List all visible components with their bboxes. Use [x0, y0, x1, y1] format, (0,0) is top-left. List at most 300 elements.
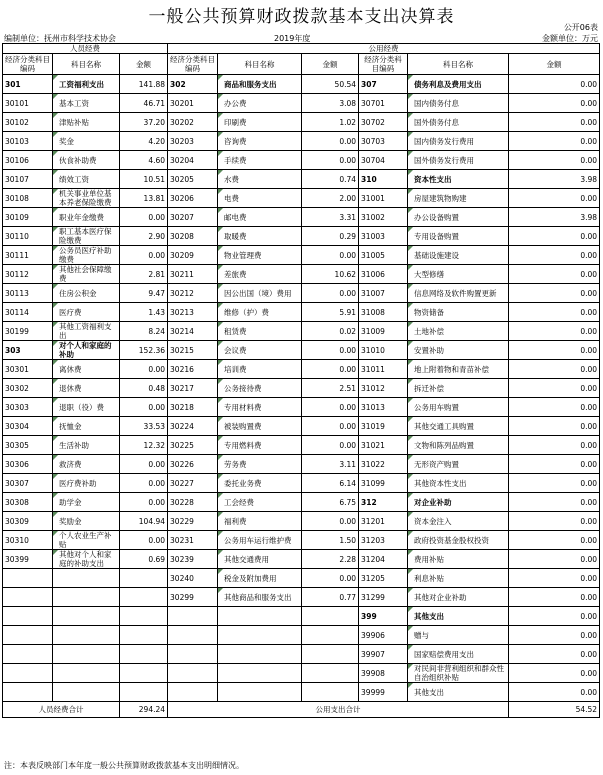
col-name-header: 科目名称 — [53, 54, 120, 75]
cell-amount: 0.00 — [509, 436, 600, 455]
cell-name: 公务用车购置 — [408, 398, 509, 417]
cell-code: 31204 — [359, 550, 408, 569]
cell-code: 399 — [359, 607, 408, 626]
cell-name: 培训费 — [218, 360, 302, 379]
cell-code: 30108 — [3, 189, 53, 208]
cell-code: 39908 — [359, 664, 408, 683]
table-row — [3, 303, 600, 322]
cell-code: 31010 — [359, 341, 408, 360]
cell-code: 301 — [3, 75, 53, 94]
cell-amount: 0.00 — [302, 360, 359, 379]
cell-name: 其他对个人和家庭的补助支出 — [53, 550, 120, 569]
cell-amount: 0.00 — [509, 607, 600, 626]
cell-name: 公务用车运行维护费 — [218, 531, 302, 550]
cell-name: 会议费 — [218, 341, 302, 360]
cell-code: 31008 — [359, 303, 408, 322]
cell-amount: 0.00 — [509, 341, 600, 360]
cell-amount: 0.00 — [302, 341, 359, 360]
cell-code: 310 — [359, 170, 408, 189]
cell-name: 对个人和家庭的补助 — [53, 341, 120, 360]
cell-name: 电费 — [218, 189, 302, 208]
cell-name: 咨询费 — [218, 132, 302, 151]
cell-code: 39999 — [359, 683, 408, 702]
cell-code: 30301 — [3, 360, 53, 379]
cell-name: 其他支出 — [408, 607, 509, 626]
cell-name: 国家赔偿费用支出 — [408, 645, 509, 664]
cell-name: 无形资产购置 — [408, 455, 509, 474]
cell-code: 31099 — [359, 474, 408, 493]
cell-name: 利息补贴 — [408, 569, 509, 588]
cell-code: 30229 — [168, 512, 218, 531]
cell-code: 30114 — [3, 303, 53, 322]
cell-name: 大型修缮 — [408, 265, 509, 284]
table-row — [3, 550, 600, 569]
cell-amount: 0.00 — [509, 588, 600, 607]
cell-code — [168, 626, 218, 645]
cell-code: 30215 — [168, 341, 218, 360]
cell-code: 31019 — [359, 417, 408, 436]
cell-code: 30211 — [168, 265, 218, 284]
cell-name: 生活补助 — [53, 436, 120, 455]
cell-name: 退职（役）费 — [53, 398, 120, 417]
cell-amount: 0.00 — [509, 227, 600, 246]
unit-label: 编制单位：抚州市科学技术协会 — [4, 34, 116, 43]
cell-name: 其他社会保障缴费 — [53, 265, 120, 284]
personnel-total-label: 人员经费合计 — [3, 702, 120, 718]
cell-amount: 0.00 — [509, 132, 600, 151]
cell-code: 30225 — [168, 436, 218, 455]
cell-amount — [302, 683, 359, 702]
col-name-header: 科目名称 — [408, 54, 509, 75]
cell-name: 其他工资福利支出 — [53, 322, 120, 341]
table-row — [3, 360, 600, 379]
cell-name: 税金及附加费用 — [218, 569, 302, 588]
cell-name: 委托业务费 — [218, 474, 302, 493]
cell-code: 31011 — [359, 360, 408, 379]
table-row — [3, 265, 600, 284]
table-row — [3, 170, 600, 189]
cell-amount: 0.00 — [120, 531, 168, 550]
cell-amount: 0.00 — [120, 455, 168, 474]
cell-name: 工资福利支出 — [53, 75, 120, 94]
table-row — [3, 398, 600, 417]
cell-name: 基础设施建设 — [408, 246, 509, 265]
cell-code: 31201 — [359, 512, 408, 531]
cell-code — [3, 588, 53, 607]
page-title: 一般公共预算财政拨款基本支出决算表 — [148, 7, 455, 27]
cell-name: 奖励金 — [53, 512, 120, 531]
cell-amount: 0.00 — [509, 417, 600, 436]
col-name-header: 科目名称 — [218, 54, 302, 75]
personnel-header: 人员经费 — [3, 44, 168, 54]
cell-code: 307 — [359, 75, 408, 94]
public-total-label: 公用支出合计 — [168, 702, 509, 718]
cell-name — [53, 626, 120, 645]
cell-amount: 0.00 — [302, 569, 359, 588]
cell-amount: 0.48 — [120, 379, 168, 398]
cell-amount: 4.20 — [120, 132, 168, 151]
cell-code: 31013 — [359, 398, 408, 417]
cell-name: 国外债务发行费用 — [408, 151, 509, 170]
cell-code: 302 — [168, 75, 218, 94]
cell-name: 职业年金缴费 — [53, 208, 120, 227]
cell-name: 劳务费 — [218, 455, 302, 474]
cell-name: 个人农业生产补贴 — [53, 531, 120, 550]
cell-name: 国内债务发行费用 — [408, 132, 509, 151]
cell-code: 30201 — [168, 94, 218, 113]
cell-code: 30112 — [3, 265, 53, 284]
cell-name: 公务接待费 — [218, 379, 302, 398]
cell-name: 其他交通工具购置 — [408, 417, 509, 436]
cell-code: 30239 — [168, 550, 218, 569]
cell-name — [53, 683, 120, 702]
cell-code: 30240 — [168, 569, 218, 588]
cell-code: 31005 — [359, 246, 408, 265]
table-row — [3, 436, 600, 455]
cell-amount: 13.81 — [120, 189, 168, 208]
cell-amount — [120, 683, 168, 702]
cell-name: 伙食补助费 — [53, 151, 120, 170]
cell-name: 租赁费 — [218, 322, 302, 341]
cell-amount — [120, 607, 168, 626]
cell-code: 30110 — [3, 227, 53, 246]
expenditure-table — [2, 43, 600, 718]
cell-code: 303 — [3, 341, 53, 360]
cell-amount: 1.02 — [302, 113, 359, 132]
cell-amount: 0.00 — [509, 512, 600, 531]
personnel-total-amount: 294.24 — [120, 702, 168, 718]
cell-amount: 50.54 — [302, 75, 359, 94]
cell-amount: 46.71 — [120, 94, 168, 113]
cell-name: 被装购置费 — [218, 417, 302, 436]
cell-code: 30217 — [168, 379, 218, 398]
cell-amount: 0.00 — [509, 550, 600, 569]
cell-name: 专用材料费 — [218, 398, 302, 417]
cell-amount: 3.31 — [302, 208, 359, 227]
cell-name: 专用设备购置 — [408, 227, 509, 246]
cell-amount: 0.00 — [509, 664, 600, 683]
report-meta — [4, 33, 598, 43]
cell-amount: 0.00 — [302, 398, 359, 417]
cell-code: 31022 — [359, 455, 408, 474]
cell-code: 30228 — [168, 493, 218, 512]
cell-name — [218, 626, 302, 645]
cell-code: 30202 — [168, 113, 218, 132]
cell-name: 政府投资基金股权投资 — [408, 531, 509, 550]
currency-label: 金额单位：万元 — [542, 34, 598, 43]
cell-amount: 104.94 — [120, 512, 168, 531]
cell-amount: 37.20 — [120, 113, 168, 132]
table-row — [3, 189, 600, 208]
table-row — [3, 531, 600, 550]
cell-amount: 6.75 — [302, 493, 359, 512]
cell-code — [3, 683, 53, 702]
cell-name: 赠与 — [408, 626, 509, 645]
cell-code: 30309 — [3, 512, 53, 531]
table-row — [3, 94, 600, 113]
cell-code: 30307 — [3, 474, 53, 493]
cell-amount — [120, 569, 168, 588]
cell-name: 其他资本性支出 — [408, 474, 509, 493]
cell-name: 工会经费 — [218, 493, 302, 512]
cell-amount: 0.00 — [509, 151, 600, 170]
cell-name: 印刷费 — [218, 113, 302, 132]
cell-code: 30209 — [168, 246, 218, 265]
cell-code: 30399 — [3, 550, 53, 569]
table-row — [3, 113, 600, 132]
table-row — [3, 246, 600, 265]
cell-amount: 0.00 — [302, 151, 359, 170]
cell-amount: 0.74 — [302, 170, 359, 189]
cell-amount: 0.02 — [302, 322, 359, 341]
cell-amount: 0.00 — [302, 246, 359, 265]
cell-amount: 10.51 — [120, 170, 168, 189]
cell-code: 30302 — [3, 379, 53, 398]
col-amount-header: 金额 — [509, 54, 600, 75]
cell-name: 其他对企业补助 — [408, 588, 509, 607]
cell-code: 30308 — [3, 493, 53, 512]
form-number: 公开06表 — [563, 23, 598, 32]
table-row — [3, 151, 600, 170]
cell-name: 奖金 — [53, 132, 120, 151]
cell-code: 39906 — [359, 626, 408, 645]
cell-code: 30212 — [168, 284, 218, 303]
cell-name: 地上附着物和青苗补偿 — [408, 360, 509, 379]
table-row — [3, 474, 600, 493]
cell-code — [168, 607, 218, 626]
cell-amount: 3.08 — [302, 94, 359, 113]
cell-amount: 0.00 — [509, 645, 600, 664]
cell-name: 救济费 — [53, 455, 120, 474]
cell-name: 文物和陈列品购置 — [408, 436, 509, 455]
cell-code: 30226 — [168, 455, 218, 474]
cell-code: 31299 — [359, 588, 408, 607]
cell-amount: 0.00 — [509, 360, 600, 379]
table-row — [3, 683, 600, 702]
cell-code: 30204 — [168, 151, 218, 170]
cell-amount: 12.32 — [120, 436, 168, 455]
cell-name: 维修（护）费 — [218, 303, 302, 322]
cell-code: 30111 — [3, 246, 53, 265]
cell-amount: 2.81 — [120, 265, 168, 284]
cell-amount: 0.00 — [509, 474, 600, 493]
cell-code: 30305 — [3, 436, 53, 455]
cell-amount — [302, 607, 359, 626]
table-row — [3, 664, 600, 683]
cell-name: 手续费 — [218, 151, 302, 170]
cell-code: 30199 — [3, 322, 53, 341]
cell-code: 30224 — [168, 417, 218, 436]
cell-amount — [120, 664, 168, 683]
cell-name: 国内债务付息 — [408, 94, 509, 113]
totals-row — [3, 702, 600, 718]
cell-amount: 0.00 — [302, 417, 359, 436]
cell-amount: 0.69 — [120, 550, 168, 569]
cell-name: 因公出国（境）费用 — [218, 284, 302, 303]
cell-code: 312 — [359, 493, 408, 512]
table-row — [3, 341, 600, 360]
cell-name: 资本金注入 — [408, 512, 509, 531]
cell-code — [3, 569, 53, 588]
cell-amount: 152.36 — [120, 341, 168, 360]
cell-code: 30703 — [359, 132, 408, 151]
cell-code — [168, 683, 218, 702]
cell-code: 31009 — [359, 322, 408, 341]
cell-amount — [120, 588, 168, 607]
col-code-header: 经济分类科目编码 — [3, 54, 53, 75]
cell-amount: 0.00 — [509, 322, 600, 341]
cell-code — [3, 664, 53, 683]
table-row — [3, 379, 600, 398]
cell-code: 30203 — [168, 132, 218, 151]
cell-code: 30205 — [168, 170, 218, 189]
cell-amount: 0.00 — [509, 284, 600, 303]
cell-code: 30107 — [3, 170, 53, 189]
cell-amount: 0.00 — [509, 189, 600, 208]
footnote: 注：本表反映部门本年度一般公共预算财政拨款基本支出明细情况。 — [4, 761, 244, 770]
cell-name: 住房公积金 — [53, 284, 120, 303]
table-row — [3, 645, 600, 664]
cell-amount: 0.00 — [509, 379, 600, 398]
cell-name: 公务员医疗补助缴费 — [53, 246, 120, 265]
cell-name: 医疗费补助 — [53, 474, 120, 493]
cell-amount: 0.29 — [302, 227, 359, 246]
cell-name: 费用补贴 — [408, 550, 509, 569]
cell-name: 债务利息及费用支出 — [408, 75, 509, 94]
cell-code: 30701 — [359, 94, 408, 113]
cell-amount: 0.00 — [120, 493, 168, 512]
cell-amount: 2.28 — [302, 550, 359, 569]
cell-name: 物资储备 — [408, 303, 509, 322]
cell-name: 办公费 — [218, 94, 302, 113]
cell-name: 资本性支出 — [408, 170, 509, 189]
cell-code — [168, 645, 218, 664]
cell-name: 退休费 — [53, 379, 120, 398]
table-row — [3, 227, 600, 246]
cell-name: 商品和服务支出 — [218, 75, 302, 94]
cell-code: 39907 — [359, 645, 408, 664]
col-amount-header: 金额 — [120, 54, 168, 75]
cell-amount: 0.00 — [509, 246, 600, 265]
cell-code: 31006 — [359, 265, 408, 284]
cell-amount: 0.00 — [509, 683, 600, 702]
cell-name — [218, 664, 302, 683]
cell-code: 31012 — [359, 379, 408, 398]
cell-amount: 0.00 — [509, 493, 600, 512]
cell-code: 30109 — [3, 208, 53, 227]
cell-amount: 0.00 — [509, 113, 600, 132]
cell-name: 基本工资 — [53, 94, 120, 113]
cell-amount — [302, 664, 359, 683]
table-row — [3, 455, 600, 474]
cell-code: 31002 — [359, 208, 408, 227]
cell-amount: 4.60 — [120, 151, 168, 170]
table-row — [3, 588, 600, 607]
cell-name: 对民间非营利组织和群众性自治组织补贴 — [408, 664, 509, 683]
table-row — [3, 493, 600, 512]
table-row — [3, 208, 600, 227]
cell-code: 30103 — [3, 132, 53, 151]
cell-name: 专用燃料费 — [218, 436, 302, 455]
cell-code: 30113 — [3, 284, 53, 303]
cell-code: 30231 — [168, 531, 218, 550]
cell-code: 30306 — [3, 455, 53, 474]
public-total-amount: 54.52 — [509, 702, 600, 718]
cell-name — [218, 683, 302, 702]
cell-code: 30704 — [359, 151, 408, 170]
cell-amount: 0.00 — [509, 569, 600, 588]
table-row — [3, 607, 600, 626]
cell-name — [53, 664, 120, 683]
cell-amount: 3.11 — [302, 455, 359, 474]
cell-amount: 141.88 — [120, 75, 168, 94]
cell-code: 30101 — [3, 94, 53, 113]
cell-name: 对企业补助 — [408, 493, 509, 512]
table-row — [3, 132, 600, 151]
cell-amount: 0.77 — [302, 588, 359, 607]
cell-amount: 0.00 — [302, 436, 359, 455]
cell-code: 31001 — [359, 189, 408, 208]
cell-code: 31205 — [359, 569, 408, 588]
cell-amount: 0.00 — [509, 94, 600, 113]
cell-amount — [120, 645, 168, 664]
cell-amount: 0.00 — [509, 398, 600, 417]
cell-amount: 2.90 — [120, 227, 168, 246]
cell-amount: 0.00 — [509, 626, 600, 645]
cell-code: 30216 — [168, 360, 218, 379]
cell-name: 信息网络及软件购置更新 — [408, 284, 509, 303]
table-row — [3, 284, 600, 303]
cell-name — [218, 645, 302, 664]
cell-amount: 3.98 — [509, 170, 600, 189]
cell-name: 差旅费 — [218, 265, 302, 284]
cell-amount: 0.00 — [509, 303, 600, 322]
cell-name: 取暖费 — [218, 227, 302, 246]
cell-name: 水费 — [218, 170, 302, 189]
cell-name: 国外债务付息 — [408, 113, 509, 132]
cell-name: 抚恤金 — [53, 417, 120, 436]
cell-name: 其他支出 — [408, 683, 509, 702]
cell-name — [53, 645, 120, 664]
cell-code — [168, 664, 218, 683]
cell-amount: 0.00 — [302, 132, 359, 151]
col-amount-header: 金额 — [302, 54, 359, 75]
cell-amount: 6.14 — [302, 474, 359, 493]
cell-code: 30227 — [168, 474, 218, 493]
table-row — [3, 322, 600, 341]
cell-code — [3, 645, 53, 664]
cell-code — [3, 607, 53, 626]
cell-name — [53, 569, 120, 588]
table-row — [3, 75, 600, 94]
cell-code: 31203 — [359, 531, 408, 550]
cell-name — [53, 607, 120, 626]
cell-code: 30310 — [3, 531, 53, 550]
cell-code: 30106 — [3, 151, 53, 170]
col-code-header: 经济分类科目编码 — [168, 54, 218, 75]
cell-name: 机关事业单位基本养老保险缴费 — [53, 189, 120, 208]
cell-name: 福利费 — [218, 512, 302, 531]
cell-code: 31021 — [359, 436, 408, 455]
cell-amount: 0.00 — [509, 75, 600, 94]
cell-name: 物业管理费 — [218, 246, 302, 265]
cell-code — [3, 626, 53, 645]
cell-amount: 2.51 — [302, 379, 359, 398]
cell-amount — [302, 645, 359, 664]
cell-code: 30303 — [3, 398, 53, 417]
cell-name: 职工基本医疗保险缴费 — [53, 227, 120, 246]
cell-name: 安置补助 — [408, 341, 509, 360]
